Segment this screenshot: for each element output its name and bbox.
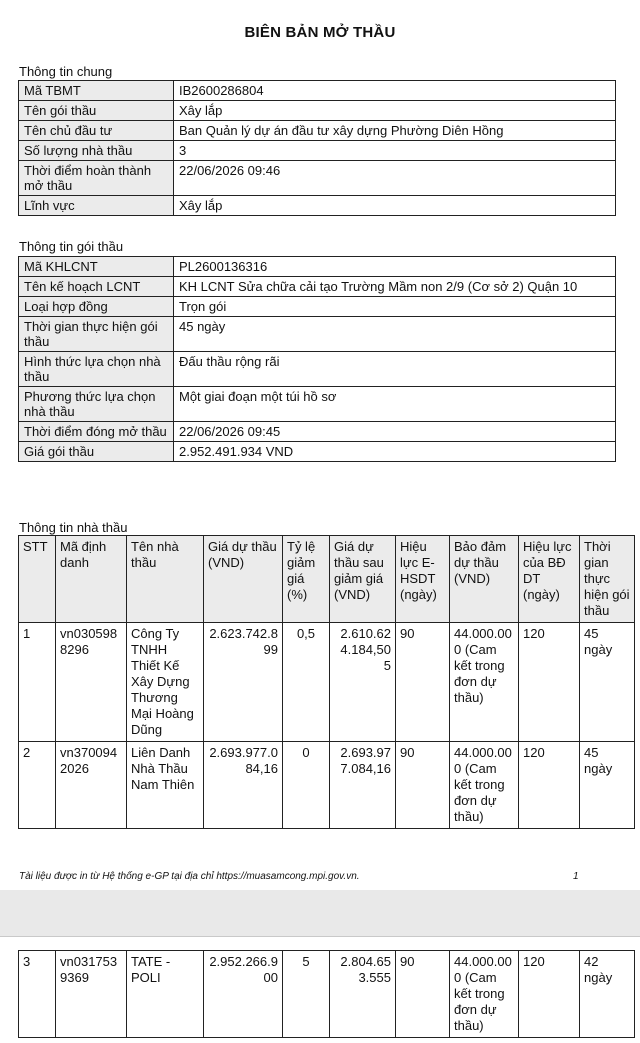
info-row [19, 121, 616, 141]
cell-validity: 90 [396, 742, 450, 829]
general-info-label: Thông tin chung [19, 64, 113, 79]
info-row [19, 141, 616, 161]
field-value: 3 [174, 141, 616, 161]
column-header-discount-rate: Tỷ lệ giảm giá (%) [283, 536, 330, 623]
page-number: 1 [573, 871, 579, 882]
cell-bid-security: 44.000.000 (Cam kết trong đơn dự thầu) [450, 951, 519, 1038]
info-row [19, 161, 616, 196]
table-row [19, 623, 635, 742]
field-label: Số lượng nhà thầu [19, 141, 174, 161]
field-label: Thời điểm hoàn thành mở thầu [19, 161, 174, 196]
field-label: Phương thức lựa chọn nhà thầu [19, 387, 174, 422]
field-label: Lĩnh vực [19, 196, 174, 216]
cell-bid-security: 44.000.000 (Cam kết trong đơn dự thầu) [450, 742, 519, 829]
field-value: KH LCNT Sửa chữa cải tạo Trường Mầm non 2/9 (Cơ sở 2) Quận 10 [174, 277, 616, 297]
column-header-bidder-id: Mã định danh [56, 536, 127, 623]
info-row [19, 101, 616, 121]
field-label: Mã TBMT [19, 81, 174, 101]
info-row [19, 277, 616, 297]
table-row [19, 742, 635, 829]
cell-validity: 90 [396, 623, 450, 742]
document-page-2 [0, 936, 640, 1043]
cell-duration: 42 ngày [580, 951, 635, 1038]
field-label: Tên gói thầu [19, 101, 174, 121]
cell-price-after-discount: 2.693.977.084,16 [330, 742, 396, 829]
column-header-bid-security: Bảo đảm dự thầu (VND) [450, 536, 519, 623]
bidder-info-table-continued [18, 950, 635, 1038]
field-value: Xây lắp [174, 101, 616, 121]
column-header-security-validity: Hiệu lực của BĐ DT (ngày) [519, 536, 580, 623]
field-value: 45 ngày [174, 317, 616, 352]
cell-price-after-discount: 2.610.624.184,505 [330, 623, 396, 742]
cell-bidder-id: vn3700942026 [56, 742, 127, 829]
info-row [19, 81, 616, 101]
cell-stt: 3 [19, 951, 56, 1038]
table-row [19, 951, 635, 1038]
column-header-price-after-discount: Giá dự thầu sau giảm giá (VND) [330, 536, 396, 623]
cell-bid-price: 2.952.266.900 [204, 951, 283, 1038]
footer-source-text: Tài liệu được in từ Hệ thống e-GP tại địa chỉ https://muasamcong.mpi.gov.vn. [19, 871, 360, 882]
document-title: BIÊN BẢN MỞ THẦU [244, 24, 396, 41]
info-row [19, 297, 616, 317]
column-header-stt: STT [19, 536, 56, 623]
field-label: Thời gian thực hiện gói thầu [19, 317, 174, 352]
cell-validity: 90 [396, 951, 450, 1038]
package-info-label: Thông tin gói thầu [19, 239, 124, 254]
general-info-table [18, 80, 616, 216]
field-label: Loại hợp đồng [19, 297, 174, 317]
field-value: 22/06/2026 09:46 [174, 161, 616, 196]
info-row [19, 196, 616, 216]
bidder-table-header [19, 536, 635, 623]
column-header-duration: Thời gian thực hiện gói thầu [580, 536, 635, 623]
cell-security-validity: 120 [519, 951, 580, 1038]
info-row [19, 317, 616, 352]
field-value: Trọn gói [174, 297, 616, 317]
info-row [19, 352, 616, 387]
field-value: 22/06/2026 09:45 [174, 422, 616, 442]
info-row [19, 422, 616, 442]
field-label: Tên kế hoạch LCNT [19, 277, 174, 297]
column-header-bid-price: Giá dự thầu (VND) [204, 536, 283, 623]
cell-security-validity: 120 [519, 623, 580, 742]
field-value: Đấu thầu rộng rãi [174, 352, 616, 387]
cell-bidder-id: vn0317539369 [56, 951, 127, 1038]
bidder-info-table [18, 535, 635, 829]
cell-duration: 45 ngày [580, 742, 635, 829]
field-label: Mã KHLCNT [19, 257, 174, 277]
field-label: Thời điểm đóng mở thầu [19, 422, 174, 442]
page-separator [0, 890, 640, 936]
field-label: Tên chủ đầu tư [19, 121, 174, 141]
field-value: IB2600286804 [174, 81, 616, 101]
cell-discount-rate: 5 [283, 951, 330, 1038]
field-value: Một giai đoạn một túi hồ sơ [174, 387, 616, 422]
package-info-table [18, 256, 616, 462]
cell-bid-price: 2.623.742.899 [204, 623, 283, 742]
field-value: PL2600136316 [174, 257, 616, 277]
field-label: Hình thức lựa chọn nhà thầu [19, 352, 174, 387]
cell-stt: 1 [19, 623, 56, 742]
cell-bidder-name: Liên Danh Nhà Thầu Nam Thiên [127, 742, 204, 829]
cell-stt: 2 [19, 742, 56, 829]
field-value: Ban Quản lý dự án đầu tư xây dựng Phường Diên Hồng [174, 121, 616, 141]
column-header-validity: Hiệu lực E-HSDT (ngày) [396, 536, 450, 623]
cell-discount-rate: 0,5 [283, 623, 330, 742]
cell-bidder-name: TATE - POLI [127, 951, 204, 1038]
cell-duration: 45 ngày [580, 623, 635, 742]
info-row [19, 257, 616, 277]
column-header-bidder-name: Tên nhà thầu [127, 536, 204, 623]
cell-bid-price: 2.693.977.084,16 [204, 742, 283, 829]
cell-bid-security: 44.000.000 (Cam kết trong đơn dự thầu) [450, 623, 519, 742]
cell-discount-rate: 0 [283, 742, 330, 829]
field-label: Giá gói thầu [19, 442, 174, 462]
field-value: 2.952.491.934 VND [174, 442, 616, 462]
info-row [19, 387, 616, 422]
cell-security-validity: 120 [519, 742, 580, 829]
info-row [19, 442, 616, 462]
cell-bidder-name: Công Ty TNHH Thiết Kế Xây Dựng Thương Mại Hoàng Dũng [127, 623, 204, 742]
bidder-info-label: Thông tin nhà thầu [19, 520, 128, 535]
cell-price-after-discount: 2.804.653.555 [330, 951, 396, 1038]
field-value: Xây lắp [174, 196, 616, 216]
cell-bidder-id: vn0305988296 [56, 623, 127, 742]
